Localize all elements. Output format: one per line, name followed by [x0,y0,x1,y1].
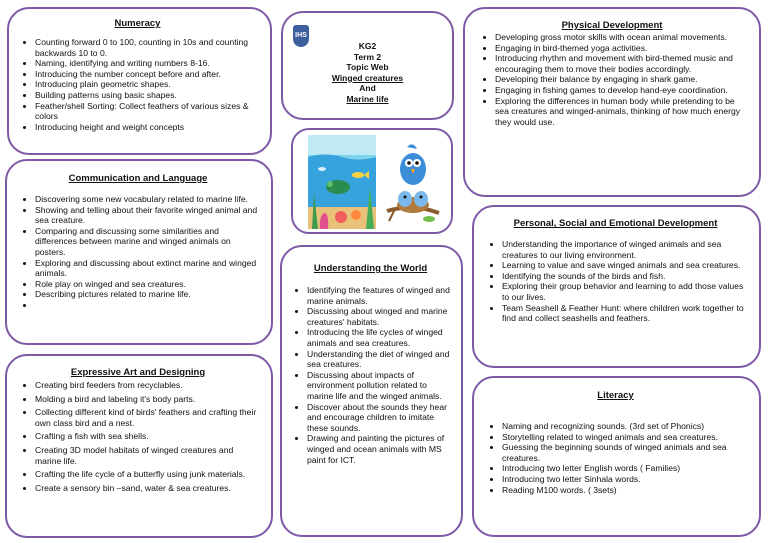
list-item: • Molding a bird and labeling it's body parts. [35,394,259,405]
list-item: • Feather/shell Sorting: Collect feathers of various sizes & colors [35,101,258,122]
list-item: • Guessing the beginning sounds of winged animals and sea creatures. [502,442,747,463]
list-item: • Introducing plain geometric shapes. [35,79,258,90]
list-item: • Role play on winged and sea creatures. [35,279,259,290]
list-item: • Creating 3D model habitats of winged creatures and marine life. [35,445,259,466]
school-logo: IHS [293,25,309,47]
list-item: • Identifying the features of winged and marine animals. [307,285,451,306]
list-item: • Exploring the differences in human body while pretending to be sea creatures and winged-animals, thinking of how much energy they would use. [495,96,747,128]
list-item: • Showing and telling about their favorite winged animal and sea creature. [35,205,259,226]
list-item: • Discovering some new vocabulary related to marine life. [35,194,259,205]
list-item: • Developing gross motor skills with ocean animal movements. [495,32,747,43]
numeracy-title: Numeracy [114,18,161,29]
personal-social-panel [472,205,761,368]
understanding-world-title: Understanding the World [313,263,428,274]
list-item: • Creating bird feeders from recyclables. [35,380,259,391]
communication-language-panel [5,159,273,345]
list-item: • Counting forward 0 to 100, counting in 10s and counting backwards 10 to 0. [35,37,258,58]
topic-title-panel [281,11,454,120]
expressive-art-title: Expressive Art and Designing [70,367,206,378]
list-item: • Introducing two letter Sinhala words. [502,474,747,485]
term-label: Term 2 [353,51,382,62]
list-item: • Understanding the importance of winged animals and sea creatures to our living environment. [502,239,747,260]
topic-line-1: Winged creatures [331,72,404,83]
list-item: • Developing their balance by engaging in shark game. [495,74,747,85]
list-item: • Naming, identifying and writing numbers 8-16. [35,58,258,69]
expressive-art-panel [5,354,273,538]
list-item: • Introducing height and weight concepts [35,122,258,133]
grade-label: KG2 [358,41,377,51]
communication-language-title: Communication and Language [68,173,208,184]
list-item: • Introducing two letter English words ( Families) [502,463,747,474]
list-item: • Understanding the diet of winged and sea creatures. [307,349,451,370]
marine-life-image [308,135,376,229]
list-item: • Identifying the sounds of the birds and fish. [502,271,747,282]
numeracy-panel [7,7,272,155]
list-item: • Crafting the life cycle of a butterfly using junk materials. [35,469,259,480]
list-item: • Engaging in fishing games to develop hand-eye coordination. [495,85,747,96]
list-item: • Comparing and discussing some similarities and differences between marine and winged animals on posters. [35,226,259,258]
list-item: • Discover about the sounds they hear and encourage children to imitate these sounds. [307,402,451,434]
list-item: • Reading M100 words. ( 3sets) [502,485,747,496]
topic-line-3: Marine life [346,93,389,104]
illustration-panel [291,128,453,234]
list-item: • Drawing and painting the pictures of winged and ocean animals with MS paint for ICT. [307,433,451,465]
list-item: • Building patterns using basic shapes. [35,90,258,101]
list-item: • Introducing the life cycles of winged animals and sea creatures. [307,327,451,348]
list-item: • Naming and recognizing sounds. (3rd set of Phonics) [502,421,747,432]
list-item: • Collecting different kind of birds' feathers and crafting their own class bird and a nest. [35,407,259,428]
literacy-panel [472,376,761,537]
list-item: • Exploring and discussing about extinct marine and winged animals. [35,258,259,279]
literacy-title: Literacy [597,390,634,401]
list-item: • Crafting a fish with sea shells. [35,431,259,442]
list-item: • Discussing about winged and marine creatures' habitats. [307,306,451,327]
list-item: • Storytelling related to winged animals and sea creatures. [502,432,747,443]
list-item: • Learning to value and save winged animals and sea creatures. [502,260,747,271]
understanding-world-panel [280,245,463,537]
list-item: • Describing pictures related to marine life. [35,289,259,300]
list-item: • Create a sensory bin –sand, water & sea creatures. [35,483,259,494]
list-item: • Discussing about impacts of environment pollution related to marine life and the winged animals. [307,370,451,402]
list-item: • Introducing rhythm and movement with bird-themed music and encouraging them to move their bodies accordingly. [495,53,747,74]
list-item: • Introducing the number concept before and after. [35,69,258,80]
list-item [35,300,259,311]
topic-label: Topic Web [346,62,389,72]
physical-development-title: Physical Development [561,20,663,31]
personal-social-title: Personal, Social and Emotional Development [513,218,718,229]
birds-on-branch-image [385,139,441,227]
physical-development-panel [463,7,761,197]
list-item: • Exploring their group behavior and learning to add those values to our lives. [502,281,747,302]
topic-line-2: And [359,83,376,93]
list-item: • Engaging in bird-themed yoga activities. [495,43,747,54]
list-item: • Team Seashell & Feather Hunt: where children work together to find and collect seashells and feathers. [502,303,747,324]
